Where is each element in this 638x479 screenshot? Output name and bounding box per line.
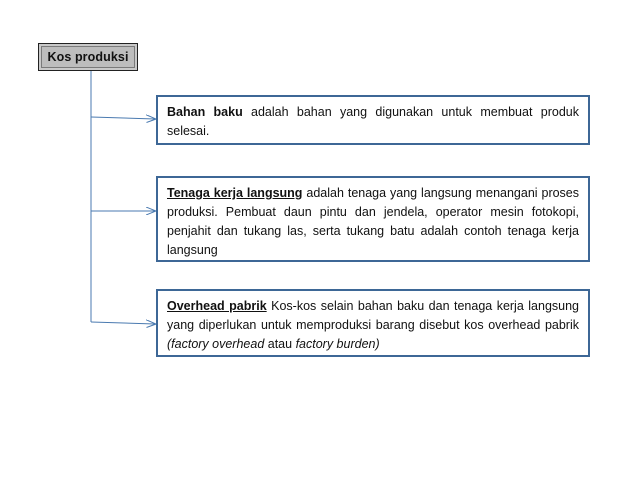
item-box-bahan-baku bbox=[156, 95, 590, 145]
item-note-open: ( bbox=[167, 337, 172, 351]
item-note-term-1: factory overhead bbox=[171, 337, 265, 351]
item-note-mid: atau bbox=[264, 337, 296, 351]
connector-arrow-1 bbox=[91, 117, 155, 119]
root-node bbox=[38, 43, 138, 71]
item-description: adalah bahan yang digunakan untuk membuat produk selesai. bbox=[167, 105, 579, 138]
connector-arrow-3 bbox=[91, 322, 155, 324]
item-description: adalah tenaga yang langsung menangani proses produksi. Pembuat daun pintu dan jendela, operator mesin fotokopi, penjahit dan tukang las, serta tukang batu adalah contoh tenaga kerja langsung bbox=[167, 186, 580, 257]
item-term: Tenaga kerja langsung bbox=[167, 186, 303, 200]
item-description: Kos-kos selain bahan baku dan tenaga kerja langsung yang diperlukan untuk memproduksi barang disebut kos overhead pabrik bbox=[167, 299, 579, 332]
item-note-term-2: factory burden bbox=[295, 337, 376, 351]
item-term: Bahan baku bbox=[167, 105, 243, 119]
root-node-label: Kos produksi bbox=[41, 46, 135, 68]
item-term: Overhead pabrik bbox=[167, 299, 267, 313]
item-note-close: ) bbox=[375, 337, 380, 351]
item-box-tenaga-kerja-langsung bbox=[156, 176, 590, 262]
item-box-overhead-pabrik bbox=[156, 289, 590, 357]
